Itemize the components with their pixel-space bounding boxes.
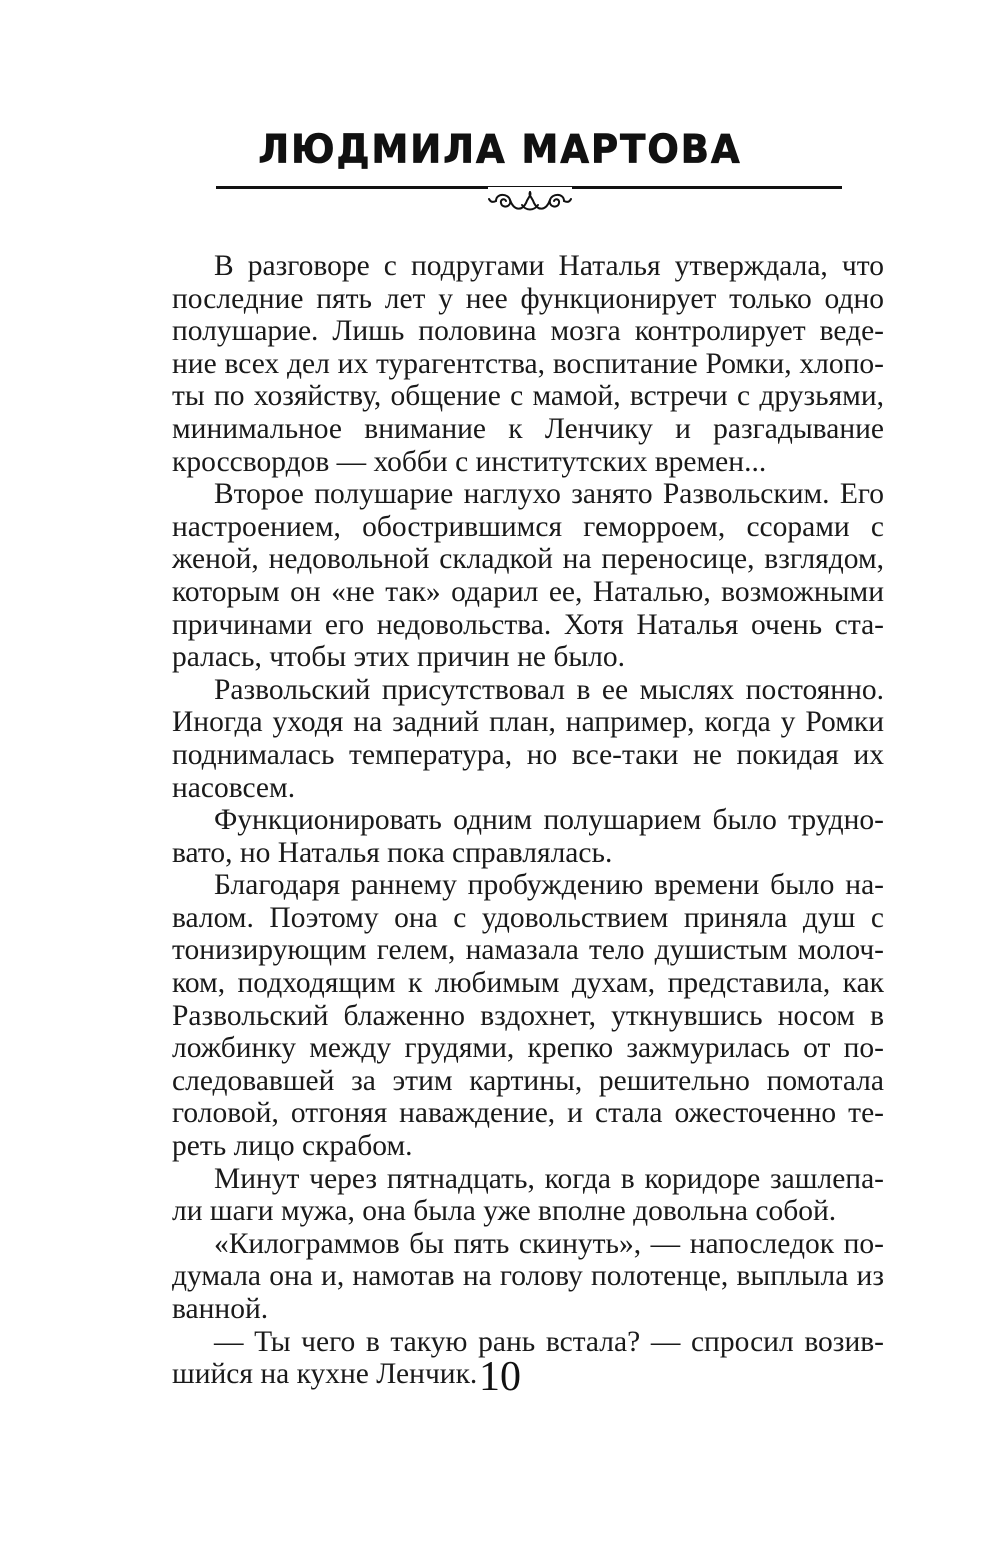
text-line: последние пять лет у нее функционирует только одно xyxy=(172,282,884,315)
text-line: Второе полушарие наглухо занято Развольским. Его xyxy=(214,478,884,511)
text-line: — Ты чего в такую рань встала? — спросил возив- xyxy=(214,1325,884,1358)
text-line: кроссвордов — хобби с институтских времен... xyxy=(172,445,767,478)
text-line: поднималась температура, но все-таки не покидая их xyxy=(172,738,884,771)
paragraph xyxy=(172,674,884,804)
text-line: следовавшей за этим картины, решительно помотала xyxy=(172,1064,884,1097)
text-line: которым он «не так» одарил ее, Наталью, возможными xyxy=(172,575,884,608)
text-line: женой, недовольной складкой на переносице, взглядом, xyxy=(172,543,884,576)
paragraph xyxy=(172,804,884,869)
text-line: насовсем. xyxy=(172,771,296,804)
text-line: Благодаря раннему пробуждению времени было на- xyxy=(214,869,884,902)
paragraph xyxy=(172,869,884,1162)
text-line: Иногда уходя на задний план, например, когда у Ромки xyxy=(172,706,884,739)
text-line: настроением, обострившимся геморроем, ссорами с xyxy=(172,510,884,543)
text-line: шийся на кухне Ленчик. xyxy=(172,1358,478,1391)
flourish-ornament-icon xyxy=(488,187,572,217)
text-line: Развольский присутствовал в ее мыслях постоянно. xyxy=(214,673,884,706)
text-line: ралась, чтобы этих причин не было. xyxy=(172,641,626,674)
text-line: ты по хозяйству, общение с мамой, встречи с друзьями, xyxy=(172,380,884,413)
text-line: думала она и, намотав на голову полотенце, выплыла из xyxy=(172,1260,884,1293)
text-line: ние всех дел их турагентства, воспитание Ромки, хлопо- xyxy=(172,347,884,380)
text-line: валом. Поэтому она с удовольствием приняла душ с xyxy=(172,901,884,934)
text-line: Функционировать одним полушарием было трудно- xyxy=(214,804,884,837)
body-text xyxy=(172,250,884,1391)
text-line: «Килограммов бы пять скинуть», — напоследок по- xyxy=(214,1227,884,1260)
paragraph xyxy=(172,1163,884,1228)
text-line: минимальное внимание к Ленчику и разгадывание xyxy=(172,412,884,445)
text-line: В разговоре с подругами Наталья утверждала, что xyxy=(214,250,884,282)
page-number: 10 xyxy=(479,1354,521,1400)
text-line: Минут через пятнадцать, когда в коридоре зашлепа- xyxy=(214,1162,884,1195)
text-line: головой, отгоняя наваждение, и стала ожесточенно те- xyxy=(172,1097,884,1130)
author-running-head: ЛЮДМИЛА МАРТОВА xyxy=(258,126,742,173)
text-line: ванной. xyxy=(172,1293,269,1325)
text-line: ли шаги мужа, она была уже вполне довольна собой. xyxy=(172,1195,837,1228)
paragraph xyxy=(172,1228,884,1326)
text-line: ком, подходящим к любимым духам, представила, как xyxy=(172,967,884,1000)
paragraph xyxy=(172,250,884,478)
text-line: полушарие. Лишь половина мозга контролирует веде- xyxy=(172,315,884,348)
text-line: тонизирующим гелем, намазала тело душистым молоч- xyxy=(172,934,884,967)
text-line: причинами его недовольства. Хотя Наталья очень ста- xyxy=(172,608,884,641)
paragraph xyxy=(172,478,884,674)
text-line: Развольский блаженно вздохнет, уткнувшись носом в xyxy=(172,999,884,1032)
text-line: ложбинку между грудями, крепко зажмурилась от по- xyxy=(172,1032,884,1065)
text-line: вато, но Наталья пока справлялась. xyxy=(172,836,613,869)
text-line: реть лицо скрабом. xyxy=(172,1130,413,1163)
